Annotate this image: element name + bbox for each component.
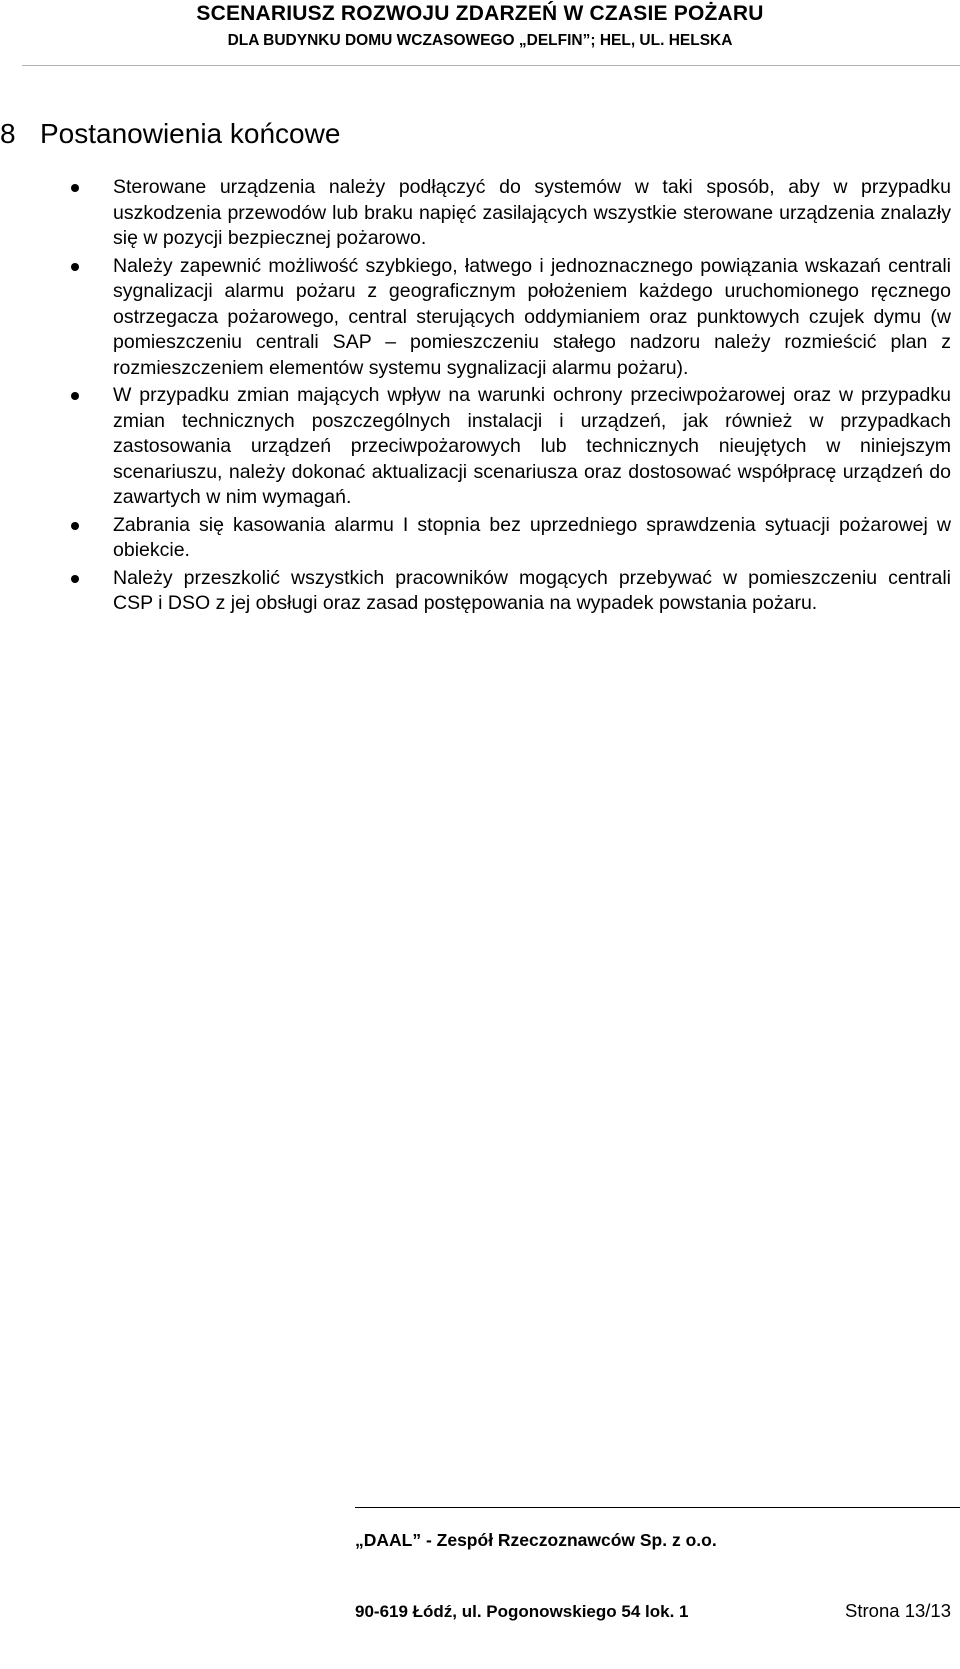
list-item-text: Sterowane urządzenia należy podłączyć do systemów w taki sposób, aby w przypadku uszkodzenia przewodów lub braku napięć zasilających wszystkie sterowane urządzenia znalazły się w pozycji bezpiecznej pożarowo. [113, 176, 951, 249]
section-heading [0, 118, 340, 150]
bullet-icon [71, 184, 79, 192]
section-title: Postanowienia końcowe [40, 118, 341, 149]
list-item [0, 254, 960, 382]
list-item-text: Należy zapewnić możliwość szybkiego, łatwego i jednoznacznego powiązania wskazań centrali sygnalizacji alarmu pożaru z geograficznym położeniem każdego uruchomionego ręcznego ostrzegacza pożarowego, central sterujących oddymianiem oraz punktowych czujek dymu (w pomieszczeniu centrali SAP – pomieszczeniu stałego nadzoru należy rozmieścić plan z rozmieszczeniem elementów systemu sygnalizacji alarmu pożaru). [113, 254, 951, 379]
provisions-list [0, 175, 960, 619]
document-subtitle: DLA BUDYNKU DOMU WCZASOWEGO „DELFIN”; HEL, UL. HELSKA [227, 32, 733, 49]
list-item-text: Zabrania się kasowania alarmu I stopnia bez uprzedniego sprawdzenia sytuacji pożarowej w obiekcie. [113, 513, 951, 561]
list-item [0, 566, 960, 617]
list-item [0, 383, 960, 511]
bullet-icon [71, 263, 79, 271]
document-title: SCENARIUSZ ROZWOJU ZDARZEŃ W CZASIE POŻARU [196, 2, 764, 25]
header-divider [22, 65, 960, 66]
bullet-icon [71, 575, 79, 583]
bullet-icon [71, 392, 79, 400]
footer-address: 90-619 Łódź, ul. Pogonowskiego 54 lok. 1 [355, 1602, 689, 1621]
bullet-icon [71, 522, 79, 530]
footer-company: „DAAL” - Zespół Rzeczoznawców Sp. z o.o. [355, 1530, 717, 1550]
footer-divider [355, 1507, 960, 1508]
list-item [0, 513, 960, 564]
section-number: 8 [0, 118, 16, 149]
page-number: Strona 13/13 [845, 1600, 951, 1621]
list-item-text: Należy przeszkolić wszystkich pracowników mogących przebywać w pomieszczeniu centrali CSP i DSO z jej obsługi oraz zasad postępowania na wypadek powstania pożaru. [113, 566, 951, 614]
list-item-text: W przypadku zmian mających wpływ na warunki ochrony przeciwpożarowej oraz w przypadku zmian technicznych poszczególnych instalacji i urządzeń, jak również w przypadkach zastosowania urządzeń przeciwpożarowych lub technicznych nieujętych w niniejszym scenariuszu, należy dokonać aktualizacji scenariusza oraz dostosować współpracę urządzeń do zawartych w nim wymagań. [113, 384, 951, 508]
list-item [0, 175, 960, 252]
